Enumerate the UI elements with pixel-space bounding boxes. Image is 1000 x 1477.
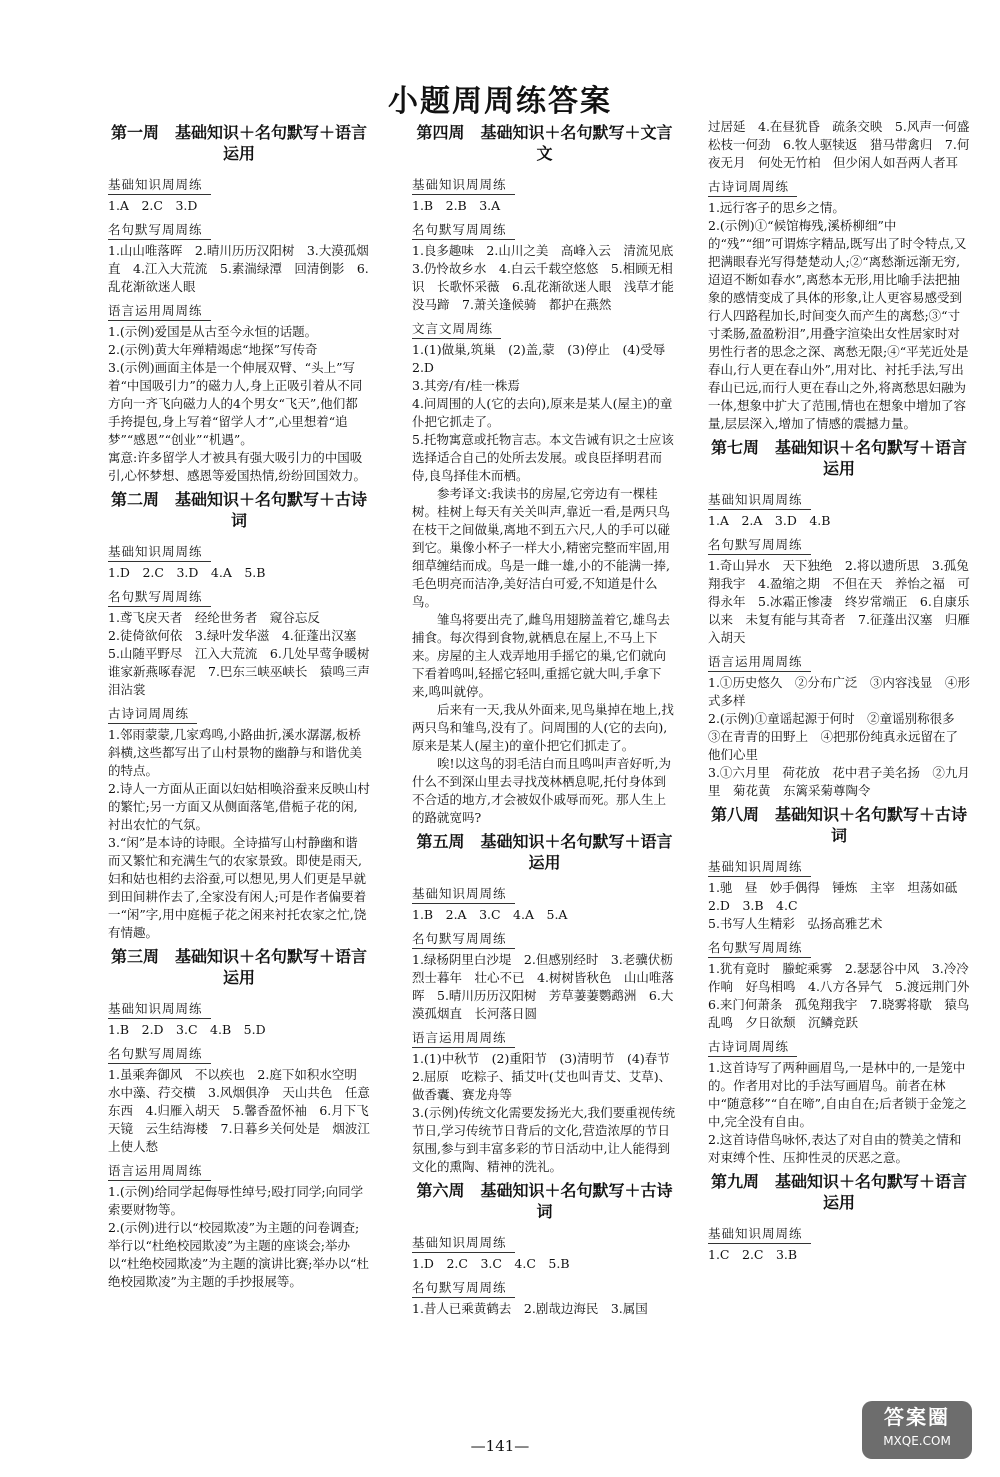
- section-heading: 文言文周周练: [412, 320, 501, 339]
- week-heading: 第六周 基础知识＋名句默写＋古诗词: [416, 1181, 673, 1221]
- answer-line: 2.(示例)黄大年殚精竭虑“地探”写传奇: [108, 342, 318, 357]
- answer-line: 1.昔人已乘黄鹤去 2.剧哉边海民 3.属国: [412, 1301, 648, 1316]
- answer-line: 1.(示例)爱国是从古至今永恒的话题。: [108, 324, 318, 339]
- answer-line: 3.“闲”是本诗的诗眼。全诗描写山村静幽和谐而又繁忙和充满生气的农家景致。即使是雨天,妇和姑也相约去浴蚕,可以想见,男人们更是早就到田间耕作去了,全家没有闲人;可是作者偏要着一“闲”字,用中庭栀子花之闲来衬托农家之忙,饶有情趣。: [108, 835, 367, 940]
- week-heading: 第一周 基础知识＋名句默写＋语言运用: [110, 123, 367, 163]
- week-heading: 第九周 基础知识＋名句默写＋语言运用: [710, 1172, 967, 1212]
- week-heading: 第二周 基础知识＋名句默写＋古诗词: [110, 490, 367, 530]
- column-1: [108, 118, 382, 1417]
- section-heading: 名句默写周周练: [708, 939, 811, 958]
- answer-line: 2.诗人一方面从正面以妇姑相唤浴蚕来反映山村的繁忙;另一方面又从侧面落笔,借栀子花的闲,衬出农忙的气氛。: [108, 781, 370, 832]
- answer-line: 过居延 4.在昼犹昏 疏条交映 5.风声一何盛 松枝一何劲 6.牧人驱犊返 猎马带禽归 7.何夜无月 何处无竹柏 但少闲人如吾两人者耳: [708, 119, 982, 170]
- answer-line: 3.其旁/有/桂一株焉: [412, 378, 520, 393]
- answer-line: 1.D 2.C 3.D 4.A 5.B: [108, 565, 266, 580]
- answer-line: 4.问周围的人(它的去向),原来是某人(屋主)的童仆把它抓走了。: [412, 396, 673, 429]
- answer-line: 1.(1)做巢,筑巢 (2)盖,蒙 (3)停止 (4)受辱: [412, 342, 666, 357]
- answer-line: 1.绿杨阴里白沙堤 2.但感别经时 3.老骥伏枥 烈士暮年 壮心不已 4.树树皆秋色 山山唯落晖 5.晴川历历汉阳树 芳草萋萋鹦鹉洲 6.大漠孤烟直 长河落日圆: [412, 952, 686, 1021]
- week-heading: 第四周 基础知识＋名句默写＋文言文: [416, 123, 673, 163]
- section-heading: 基础知识周周练: [108, 543, 211, 562]
- section-heading: 基础知识周周练: [708, 858, 811, 877]
- section-heading: 名句默写周周练: [108, 588, 211, 607]
- answer-line: 3.(示例)传统文化需要发扬光大,我们要重视传统节日,学习传统节日背后的文化,营造浓厚的节日氛围,参与到丰富多彩的节日活动中,让人能得到文化的熏陶、精神的洗礼。: [412, 1105, 676, 1174]
- answer-line: 1.(1)中秋节 (2)重阳节 (3)清明节 (4)春节: [412, 1051, 670, 1066]
- answer-line: 寓意:许多留学人才被具有强大吸引力的中国吸引,心怀梦想、感恩等爱国热情,纷纷回国效力。: [108, 450, 366, 483]
- answer-line: 1.D 2.C 3.C 4.C 5.B: [412, 1256, 570, 1271]
- section-heading: 语言运用周周练: [108, 302, 211, 321]
- answer-line: 2.(示例)①“候馆梅残,溪桥柳细”中的“残”“细”可谓炼字精品,既写出了时令特点,又把满眼春光写得楚楚动人;②“离愁渐远渐无穷,迢迢不断如春水”,离愁本无形,用比喻手法把抽象的感情变成了具体的形象,让人更容易感受到行人四路程加长,时间变久而产生的离愁;③“寸寸柔肠,盈盈粉泪”,用叠字渲染出女性居家时对男性行者的思念之深、离愁无限;④“平芜近处是春山,行人更在春山外”,用对比、衬托手法,写出春山已远,而行人更在春山之外,将离愁思妇融为一体,想象中扩大了范围,情也在想象中增加了容量,层层深入,增加了情感的震撼力量。: [708, 218, 969, 431]
- answer-line: 1.虽乘奔御风 不以疾也 2.庭下如积水空明 水中藻、荇交横 3.风烟俱净 天山共色 任意东西 4.归雁入胡天 5.馨香盈怀袖 6.月下飞天镜 云生结海楼 7.日暮乡关何处是 烟波江上使人愁: [108, 1067, 370, 1154]
- week-heading: 第五周 基础知识＋名句默写＋语言运用: [416, 832, 673, 872]
- answer-line: 1.A 2.C 3.D: [108, 198, 198, 213]
- section-heading: 基础知识周周练: [412, 176, 515, 195]
- translation-paragraph: 后来有一天,我从外面来,见鸟巢掉在地上,找两只鸟和雏鸟,没有了。问周围的人(它的去向),原来是某人(屋主)的童仆把它们抓走了。: [412, 702, 674, 753]
- answer-line: 1.①历史悠久 ②分布广泛 ③内容浅显 ④形式多样: [708, 675, 970, 708]
- answer-line: 1.远行客子的思乡之情。: [708, 200, 845, 215]
- answer-line: 1.A 2.A 3.D 4.B: [708, 513, 831, 528]
- section-heading: 基础知识周周练: [108, 1000, 211, 1019]
- answer-line: 1.(示例)给同学起侮辱性绰号;殴打同学;向同学索要财物等。: [108, 1184, 364, 1217]
- answer-line: 5.托物寓意或托物言志。本文告诫有识之士应该选择适合自己的处所去发展。或良臣择明君而侍,良鸟择佳木而栖。: [412, 432, 674, 483]
- answer-line: 2.D 3.B 4.C: [708, 898, 798, 913]
- answer-line: 1.B 2.A 3.C 4.A 5.A: [412, 907, 568, 922]
- translation-paragraph: 雏鸟将要出壳了,雌鸟用翅膀盖着它,雄鸟去捕食。每次得到食物,就栖息在屋上,不马上下来。房屋的主人戏弄地用手摇它的巢,它们就向下看着鸣叫,轻摇它轻叫,重摇它就大叫,手拿下来,鸣叫就停。: [412, 612, 670, 699]
- answer-line: 1.犹有竟时 螣蛇乘雾 2.瑟瑟谷中风 3.冷冷作响 好鸟相鸣 4.八方各异气 5.渡远荆门外 6.来门何萧条 孤兔翔我宇 7.晓雾将歇 猿鸟乱鸣 夕日欲颓 沉鳞竞跃: [708, 961, 982, 1030]
- section-heading: 名句默写周周练: [412, 1279, 515, 1298]
- page-title: 小题周周练答案: [388, 84, 612, 119]
- week-heading: 第八周 基础知识＋名句默写＋古诗词: [710, 805, 967, 845]
- answer-line: 3.(示例)画面主体是一个伸展双臂、“头上”写着“中国吸引力”的磁力人,身上正吸引着从不同方向一齐飞向磁力人的4个男女“飞天”,他们都手挎提包,身上写着“留学人才”,心里想着“追梦”“感恩”“创业”“机遇”。: [108, 360, 363, 447]
- answer-line: 2.(示例)进行以“校园欺凌”为主题的问卷调查;举行以“杜绝校园欺凌”为主题的座谈会;举办以“杜绝校园欺凌”为主题的演讲比赛;举办以“杜绝校园欺凌”为主题的手抄报展等。: [108, 1220, 369, 1289]
- section-heading: 古诗词周周练: [708, 1038, 797, 1057]
- section-heading: 古诗词周周练: [708, 178, 797, 197]
- column-2: [412, 118, 686, 1417]
- week-heading: 第七周 基础知识＋名句默写＋语言运用: [710, 438, 967, 478]
- section-heading: 古诗词周周练: [108, 705, 197, 724]
- answer-line: 5.书写人生精彩 弘扬高雅艺术: [708, 916, 883, 931]
- answer-line: 2.(示例)①童谣起源于何时 ②童谣别称很多 ③在青青的田野上 ④把那份纯真永远留在了他们心里: [708, 711, 968, 762]
- answer-line: 1.B 2.D 3.C 4.B 5.D: [108, 1022, 266, 1037]
- answer-line: 1.这首诗写了两种画眉鸟,一是林中的,一是笼中的。作者用对比的手法写画眉鸟。前者在林中“随意移”“自在啼”,自由自在;后者锁于金笼之中,完全没有自由。: [708, 1060, 967, 1129]
- answer-line: 1.奇山异水 天下独绝 2.将以遗所思 3.孤兔翔我宇 4.盈缩之期 不但在天 养怡之福 可得永年 5.冰霜正惨凄 终岁常端正 6.自康乐以来 未复有能与其奇者 7.征蓬出汉塞 归雁入胡天: [708, 558, 970, 645]
- section-heading: 基础知识周周练: [412, 1234, 515, 1253]
- answer-line: 1.驰 昼 妙手偶得 锤炼 主宰 坦荡如砥: [708, 880, 958, 895]
- answer-line: 1.山山唯落晖 2.晴川历历汉阳树 3.大漠孤烟直 4.江入大荒流 5.素湍绿潭 回清倒影 6.乱花渐欲迷人眼: [108, 243, 369, 294]
- watermark-logo: [862, 1401, 972, 1459]
- section-heading: 语言运用周周练: [108, 1162, 211, 1181]
- page-number: —141—: [470, 1437, 530, 1455]
- section-heading: 基础知识周周练: [412, 885, 515, 904]
- section-heading: 名句默写周周练: [412, 930, 515, 949]
- translation-paragraph: 唉!以这鸟的羽毛洁白而且鸣叫声音好听,为什么不到深山里去寻找茂林栖息呢,托付身体到不合适的地方,才会被奴仆戚辱而死。那人生上的路就宽吗?: [412, 756, 671, 825]
- answer-line: 1.B 2.B 3.A: [412, 198, 501, 213]
- answer-line: 1.邻雨蒙蒙,几家鸡鸣,小路曲折,溪水潺潺,板桥斜横,这些都写出了山村景物的幽静与和谐优美的特点。: [108, 727, 362, 778]
- answer-line: 2.屈原 吃粽子、插艾叶(艾也叫青艾、艾草)、做香囊、赛龙舟等: [412, 1069, 672, 1102]
- section-heading: 名句默写周周练: [412, 221, 515, 240]
- answer-line: 2.徒倚欲何依 3.绿叶发华滋 4.征蓬出汉塞 5.山随平野尽 江入大荒流 6.几处早莺争暖树 谁家新燕啄春泥 7.巴东三峡巫峡长 猿鸣三声泪沾裳: [108, 628, 382, 697]
- watermark-url: MXQE.COM: [883, 1434, 951, 1448]
- section-heading: 语言运用周周练: [412, 1029, 515, 1048]
- answer-line: 2.这首诗借鸟咏怀,表达了对自由的赞美之情和对束缚个性、压抑性灵的厌恶之意。: [708, 1132, 962, 1165]
- section-heading: 名句默写周周练: [108, 221, 211, 240]
- column-3: [708, 118, 982, 1417]
- translation-paragraph: 参考译文:我读书的房屋,它旁边有一棵桂树。桂树上每天有关关叫声,靠近一看,是两只鸟在枝干之间做巢,离地不到五六尺,人的手可以碰到它。巢像小杯子一样大小,精密完整而牢固,用细草缠结而成。鸟是一雌一雄,小的不能满一捧,毛色明亮而洁净,美好洁白可爱,不知道是什么鸟。: [412, 486, 670, 609]
- section-heading: 基础知识周周练: [708, 1225, 811, 1244]
- answer-line: 3.①六月里 荷花放 花中君子美名扬 ②九月里 菊花黄 东篱采菊尊陶令: [708, 765, 970, 798]
- section-heading: 语言运用周周练: [708, 653, 811, 672]
- week-heading: 第三周 基础知识＋名句默写＋语言运用: [110, 947, 367, 987]
- answer-line: 1.良多趣味 2.山川之美 高峰入云 清流见底 3.仍怜故乡水 4.白云千载空悠悠 5.相顾无相识 长歌怀采薇 6.乱花渐欲迷人眼 浅草才能没马蹄 7.萧关逢候骑 都护在燕然: [412, 243, 686, 312]
- watermark-logo-text: 答案圈: [884, 1405, 950, 1429]
- section-heading: 名句默写周周练: [108, 1045, 211, 1064]
- section-heading: 基础知识周周练: [708, 491, 811, 510]
- section-heading: 基础知识周周练: [108, 176, 211, 195]
- answer-line: 1.C 2.C 3.B: [708, 1247, 798, 1262]
- answer-line: 1.鸢飞戾天者 经纶世务者 窥谷忘反: [108, 610, 320, 625]
- answer-line: 2.D: [412, 360, 434, 375]
- section-heading: 名句默写周周练: [708, 536, 811, 555]
